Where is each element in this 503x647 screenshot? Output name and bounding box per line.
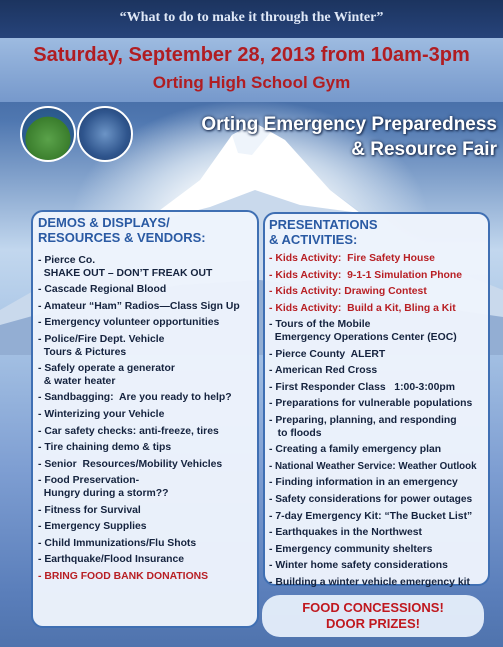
- list-item: - Winterizing your Vehicle: [38, 408, 165, 420]
- list-item: - Tours of the Mobile Emergency Operations Center (EOC): [269, 319, 457, 343]
- kids-activity-item: - Kids Activity: 9-1-1 Simulation Phone: [269, 269, 463, 281]
- list-item: - Emergency community shelters: [269, 543, 433, 555]
- presentations-heading: PRESENTATIONS & ACTIVITIES:: [269, 217, 378, 247]
- list-item: - First Responder Class 1:00-3:00pm: [269, 381, 455, 393]
- list-item: - Fitness for Survival: [38, 504, 141, 516]
- event-title: [201, 112, 497, 162]
- pierce-county-emergency-management-logo: [77, 106, 133, 162]
- demos-list: [38, 255, 240, 587]
- list-item: - Winter home safety considerations: [269, 560, 448, 572]
- kids-activity-item: - Kids Activity: Fire Safety House: [269, 253, 435, 264]
- list-item: - Amateur “Ham” Radios—Class Sign Up: [38, 300, 240, 312]
- list-item: - Pierce Co. SHAKE OUT – DON’T FREAK OUT: [38, 255, 213, 279]
- list-item: - Safely operate a generator & water heater: [38, 363, 175, 387]
- list-item: - Finding information in an emergency: [269, 477, 458, 489]
- list-item: - Senior Resources/Mobility Vehicles: [38, 458, 223, 470]
- list-item: - Food Preservation- Hungry during a storm??: [38, 475, 169, 499]
- event-title-line-2: & Resource Fair: [351, 139, 497, 160]
- event-venue: Orting High School Gym: [152, 73, 351, 92]
- event-date-time: Saturday, September 28, 2013 from 10am-3pm: [33, 44, 470, 66]
- list-item: - Earthquakes in the Northwest: [269, 527, 422, 539]
- list-item: - American Red Cross: [269, 365, 378, 377]
- list-item: - Pierce County ALERT: [269, 348, 386, 360]
- promo-door-prizes: DOOR PRIZES!: [326, 616, 420, 631]
- list-item: - Emergency volunteer opportunities: [38, 317, 220, 329]
- list-item: - Preparing, planning, and responding to floods: [269, 414, 457, 439]
- list-item: - Sandbagging: Are you ready to help?: [38, 392, 232, 404]
- list-item: - Car safety checks: anti-freeze, tires: [38, 425, 219, 437]
- list-item: - Preparations for vulnerable populations: [269, 398, 473, 410]
- kids-activity-item: - Kids Activity: Build a Kit, Bling a Kit: [269, 302, 456, 314]
- demos-heading: DEMOS & DISPLAYS/ RESOURCES & VENDORS:: [38, 215, 206, 245]
- list-item: - Cascade Regional Blood: [38, 284, 167, 296]
- list-item: - Earthquake/Flood Insurance: [38, 554, 185, 566]
- list-item: - Child Immunizations/Flu Shots: [38, 537, 197, 549]
- list-item: - Safety considerations for power outages: [269, 493, 473, 505]
- list-item: - 7-day Emergency Kit: “The Bucket List”: [269, 510, 473, 522]
- list-item: - Tire chaining demo & tips: [38, 442, 172, 454]
- food-bank-note: - BRING FOOD BANK DONATIONS: [38, 570, 209, 582]
- list-item: - National Weather Service: Weather Outlook: [269, 460, 477, 472]
- kids-activity-item: - Kids Activity: Drawing Contest: [269, 286, 427, 298]
- list-item: - Police/Fire Dept. Vehicle Tours & Pictures: [38, 333, 165, 358]
- tagline: “What to do to make it through the Winter”: [119, 10, 384, 25]
- promo-food-concessions: FOOD CONCESSIONS!: [302, 600, 444, 615]
- event-title-line-1: Orting Emergency Preparedness: [201, 114, 497, 135]
- list-item: - Building a winter vehicle emergency kit: [269, 576, 470, 588]
- city-of-orting-logo: [20, 106, 76, 162]
- presentations-list: [269, 253, 477, 593]
- list-item: - Emergency Supplies: [38, 521, 147, 533]
- list-item: - Creating a family emergency plan: [269, 444, 442, 456]
